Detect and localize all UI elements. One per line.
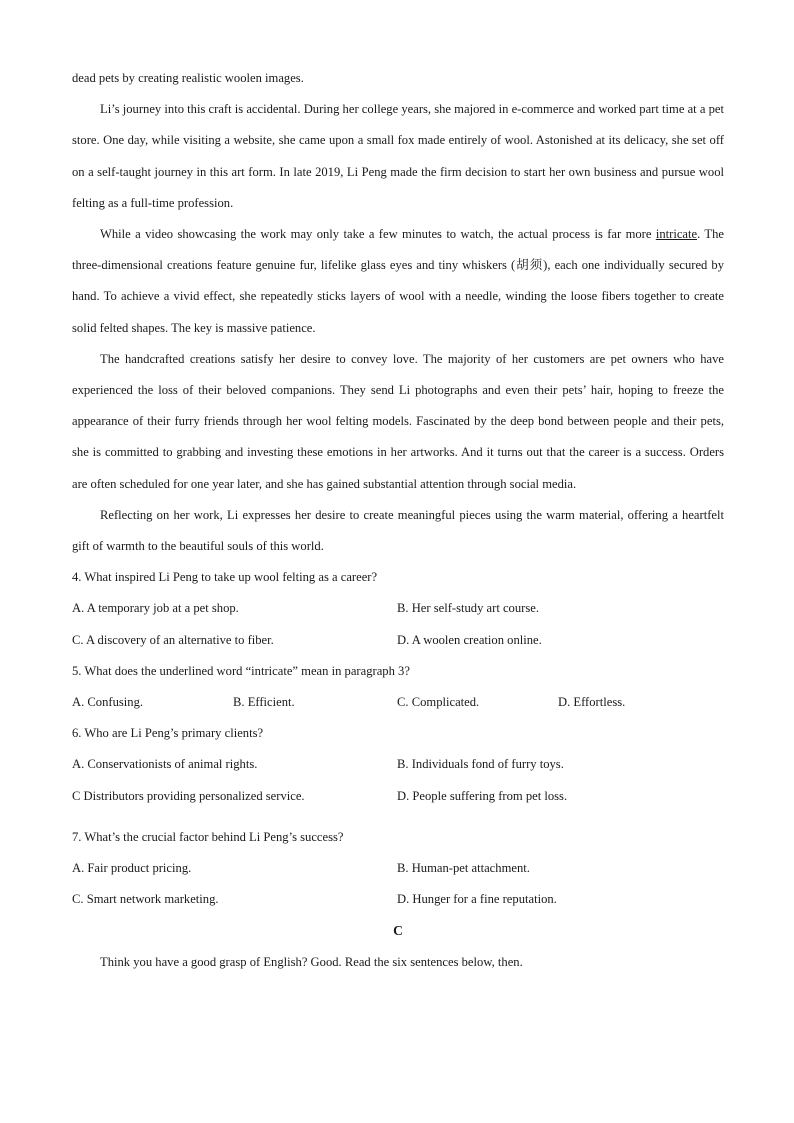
question-5-option-d: D. Effortless. [558,695,626,710]
paragraph-4: Reflecting on her work, Li expresses her desire to create meaningful pieces using the warm material, offering a heartfelt gift of warmth to the beautiful souls of this world. [72,507,724,554]
question-5-stem: 5. What does the underlined word “intricate” mean in paragraph 3? [72,663,410,678]
paragraph-3: The handcrafted creations satisfy her desire to convey love. The majority of her customers are pet owners who have experienced the loss of their beloved companions. They send Li photographs and even their pets’ hair, hoping to freeze the appearance of their furry friends through her wool felting models. Fascinated by the deep bond between people and their pets, she is committed to grabbing and investing these emotions in her artworks. And it turns out that the career is a success. Orders are often scheduled for one year later, and she has gained substantial attention through social media. [72,351,724,491]
spacer [72,812,724,822]
question-4-option-b: B. Her self-study art course. [397,601,539,616]
question-6-option-c: C Distributors providing personalized service. [72,788,305,803]
question-7-option-b: B. Human-pet attachment. [397,861,530,876]
question-7-option-a: A. Fair product pricing. [72,861,192,876]
question-7-options [72,853,724,915]
question-6-options [72,749,724,811]
question-6-stem: 6. Who are Li Peng’s primary clients? [72,726,264,741]
question-6-option-b: B. Individuals fond of furry toys. [397,757,564,772]
question-5-option-b: B. Efficient. [233,695,295,710]
paragraph-0: dead pets by creating realistic woolen images. [72,71,304,85]
document-page [72,63,724,978]
paragraph-2 [72,219,724,344]
question-7-stem: 7. What’s the crucial factor behind Li Peng’s success? [72,829,344,844]
question-6-option-a: A. Conservationists of animal rights. [72,757,258,772]
underlined-word: intricate [655,227,698,242]
section-c-intro: Think you have a good grasp of English? Good. Read the six sentences below, then. [100,954,523,969]
question-5-options [72,687,724,718]
question-4-options [72,593,724,655]
question-4-option-a: A. A temporary job at a pet shop. [72,601,239,616]
question-6-option-d: D. People suffering from pet loss. [397,788,568,803]
section-heading: C [393,923,403,939]
question-7-option-d: D. Hunger for a fine reputation. [397,892,557,907]
question-4-option-d: D. A woolen creation online. [397,632,542,647]
question-5-option-c: C. Complicated. [397,695,480,710]
question-4-option-c: C. A discovery of an alternative to fiber. [72,632,274,647]
paragraph-2-end: . The three-dimensional creations feature genuine fur, lifelike glass eyes and tiny whiskers (胡须), each one individually secured by hand. To achieve a vivid effect, she repeatedly sticks layers of wool with a needle, winding the loose fibers together to create solid felted shapes. The key is massive patience. [72,227,724,335]
question-7-option-c: C. Smart network marketing. [72,892,219,907]
paragraph-1: Li’s journey into this craft is accidental. During her college years, she majored in e-commerce and worked part time at a pet store. One day, while visiting a website, she came upon a small fox made entirely of wool. Astonished at its delicacy, she set off on a self-taught journey in this art form. In late 2019, Li Peng made the firm decision to start her own business and pursue wool felting as a full-time profession. [72,102,724,210]
paragraph-2-start: While a video showcasing the work may only take a few minutes to watch, the actual process is far more [100,227,656,242]
question-5-option-a: A. Confusing. [72,695,144,710]
question-4-stem: 4. What inspired Li Peng to take up wool felting as a career? [72,570,378,585]
